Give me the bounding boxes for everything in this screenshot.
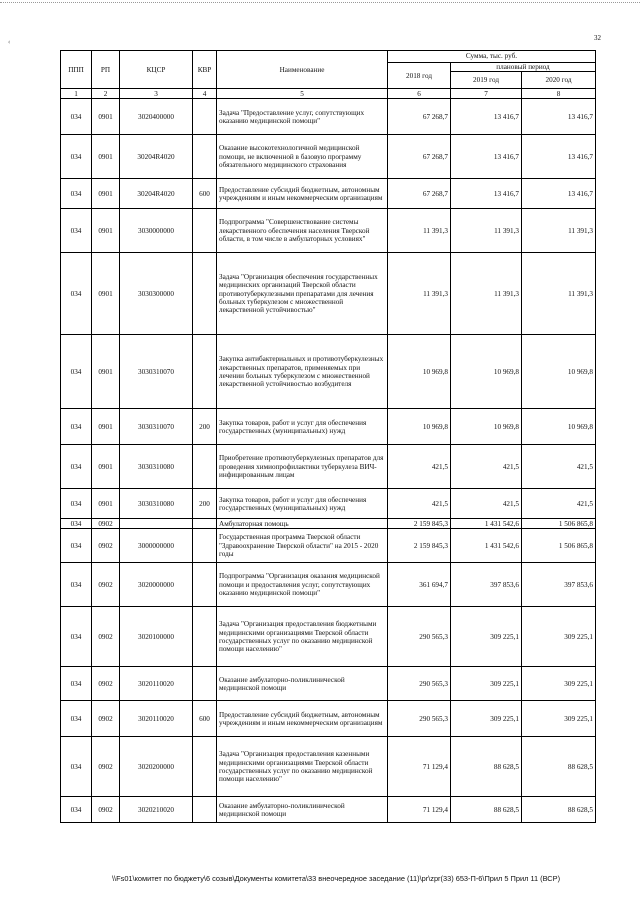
cell-kvr bbox=[193, 529, 217, 563]
cell-amount-2019: 309 225,1 bbox=[451, 701, 522, 737]
cell-amount-2019: 11 391,3 bbox=[451, 253, 522, 335]
cell-ppp: 034 bbox=[61, 253, 92, 335]
cell-amount-2018: 11 391,3 bbox=[388, 253, 451, 335]
cell-ppp: 034 bbox=[61, 667, 92, 701]
cell-amount-2020: 421,5 bbox=[522, 489, 596, 519]
cell-amount-2019: 1 431 542,6 bbox=[451, 529, 522, 563]
cell-rp: 0902 bbox=[92, 667, 120, 701]
cell-name: Задача "Предоставление услуг, сопутствующих оказанию медицинской помощи" bbox=[217, 99, 388, 135]
cell-kcsr: 3020110020 bbox=[120, 667, 193, 701]
cell-name: Закупка антибактериальных и противотуберкулезных лекарственных препаратов, применяемых при лечении больных туберкулезом с множественной лекарственной устойчивостью возбудителя bbox=[217, 335, 388, 409]
cell-ppp: 034 bbox=[61, 797, 92, 823]
cell-amount-2019: 13 416,7 bbox=[451, 179, 522, 209]
cell-ppp: 034 bbox=[61, 135, 92, 179]
cell-amount-2018: 421,5 bbox=[388, 445, 451, 489]
cell-amount-2019: 309 225,1 bbox=[451, 667, 522, 701]
cell-kcsr: 3020110020 bbox=[120, 701, 193, 737]
table-row bbox=[61, 445, 596, 489]
cell-amount-2019: 10 969,8 bbox=[451, 335, 522, 409]
cell-kcsr: 3030310070 bbox=[120, 335, 193, 409]
column-number: 3 bbox=[120, 89, 193, 99]
cell-amount-2018: 10 969,8 bbox=[388, 409, 451, 445]
cell-ppp: 034 bbox=[61, 737, 92, 797]
cell-amount-2018: 67 268,7 bbox=[388, 179, 451, 209]
cell-rp: 0902 bbox=[92, 563, 120, 607]
cell-kcsr: 3030300000 bbox=[120, 253, 193, 335]
cell-kvr bbox=[193, 563, 217, 607]
cell-ppp: 034 bbox=[61, 179, 92, 209]
table-row bbox=[61, 489, 596, 519]
cell-rp: 0902 bbox=[92, 607, 120, 667]
cell-kcsr: 3020200000 bbox=[120, 737, 193, 797]
cell-name: Оказание высокотехнологичной медицинской помощи, не включенной в базовую программу обязательного медицинского страхования bbox=[217, 135, 388, 179]
cell-name: Амбулаторная помощь bbox=[217, 519, 388, 529]
cell-kcsr bbox=[120, 519, 193, 529]
cell-ppp: 034 bbox=[61, 607, 92, 667]
cell-rp: 0902 bbox=[92, 519, 120, 529]
cell-rp: 0901 bbox=[92, 445, 120, 489]
scan-edge-line bbox=[0, 2, 640, 3]
cell-kvr bbox=[193, 797, 217, 823]
cell-amount-2018: 2 159 845,3 bbox=[388, 519, 451, 529]
cell-ppp: 034 bbox=[61, 409, 92, 445]
table-row bbox=[61, 179, 596, 209]
header-year-2018: 2018 год bbox=[388, 63, 451, 89]
header-ppp: ППП bbox=[61, 51, 92, 89]
cell-amount-2020: 309 225,1 bbox=[522, 667, 596, 701]
file-path-footer: \\Fs01\комитет по бюджету\6 созыв\Документы комитета\33 внеочередное заседание (11)\pr\zpr(33) 653-П-6\Прил 5 Прил 11 (ВСР) bbox=[112, 874, 561, 883]
cell-name: Закупка товаров, работ и услуг для обеспечения государственных (муниципальных) нужд bbox=[217, 489, 388, 519]
cell-name: Подпрограмма "Организация оказания медицинской помощи и предоставления услуг, сопутствующих оказанию медицинской помощи" bbox=[217, 563, 388, 607]
cell-amount-2019: 421,5 bbox=[451, 445, 522, 489]
header-rp: РП bbox=[92, 51, 120, 89]
column-number: 5 bbox=[217, 89, 388, 99]
cell-kcsr: 3030310070 bbox=[120, 409, 193, 445]
cell-kvr bbox=[193, 253, 217, 335]
table-row bbox=[61, 519, 596, 529]
cell-kcsr: 3020400000 bbox=[120, 99, 193, 135]
cell-rp: 0902 bbox=[92, 701, 120, 737]
header-year-2020: 2020 год bbox=[522, 72, 596, 89]
cell-amount-2020: 1 506 865,8 bbox=[522, 529, 596, 563]
cell-amount-2020: 309 225,1 bbox=[522, 607, 596, 667]
margin-mark: ‹ bbox=[8, 38, 11, 46]
cell-amount-2019: 397 853,6 bbox=[451, 563, 522, 607]
cell-kvr bbox=[193, 209, 217, 253]
cell-amount-2020: 13 416,7 bbox=[522, 135, 596, 179]
cell-kvr bbox=[193, 445, 217, 489]
cell-name: Оказание амбулаторно-поликлинической медицинской помощи bbox=[217, 797, 388, 823]
cell-kvr bbox=[193, 135, 217, 179]
cell-name: Закупка товаров, работ и услуг для обеспечения государственных (муниципальных) нужд bbox=[217, 409, 388, 445]
table-row bbox=[61, 529, 596, 563]
cell-amount-2019: 88 628,5 bbox=[451, 737, 522, 797]
cell-rp: 0901 bbox=[92, 99, 120, 135]
cell-kcsr: 30204R4020 bbox=[120, 179, 193, 209]
cell-amount-2018: 290 565,3 bbox=[388, 607, 451, 667]
cell-ppp: 034 bbox=[61, 563, 92, 607]
cell-kvr bbox=[193, 607, 217, 667]
cell-rp: 0901 bbox=[92, 489, 120, 519]
cell-kcsr: 3020100000 bbox=[120, 607, 193, 667]
cell-name: Приобретение противотуберкулезных препаратов для проведения химиопрофилактики туберкулеза ВИЧ-инфицированным лицам bbox=[217, 445, 388, 489]
cell-rp: 0902 bbox=[92, 797, 120, 823]
cell-amount-2020: 13 416,7 bbox=[522, 99, 596, 135]
cell-amount-2019: 309 225,1 bbox=[451, 607, 522, 667]
cell-ppp: 034 bbox=[61, 99, 92, 135]
cell-name: Оказание амбулаторно-поликлинической медицинской помощи bbox=[217, 667, 388, 701]
cell-kvr: 600 bbox=[193, 179, 217, 209]
cell-rp: 0901 bbox=[92, 335, 120, 409]
cell-ppp: 034 bbox=[61, 445, 92, 489]
table-row bbox=[61, 563, 596, 607]
table-row bbox=[61, 99, 596, 135]
cell-kcsr: 3000000000 bbox=[120, 529, 193, 563]
cell-amount-2019: 13 416,7 bbox=[451, 135, 522, 179]
column-number: 4 bbox=[193, 89, 217, 99]
cell-amount-2020: 11 391,3 bbox=[522, 253, 596, 335]
cell-ppp: 034 bbox=[61, 489, 92, 519]
cell-kcsr: 30204R4020 bbox=[120, 135, 193, 179]
cell-amount-2020: 421,5 bbox=[522, 445, 596, 489]
cell-amount-2018: 10 969,8 bbox=[388, 335, 451, 409]
column-number: 7 bbox=[451, 89, 522, 99]
column-number: 8 bbox=[522, 89, 596, 99]
cell-rp: 0901 bbox=[92, 209, 120, 253]
cell-amount-2020: 88 628,5 bbox=[522, 737, 596, 797]
cell-kvr bbox=[193, 737, 217, 797]
cell-amount-2018: 290 565,3 bbox=[388, 701, 451, 737]
header-kcsr: КЦСР bbox=[120, 51, 193, 89]
cell-ppp: 034 bbox=[61, 335, 92, 409]
table-row bbox=[61, 409, 596, 445]
cell-amount-2018: 2 159 845,3 bbox=[388, 529, 451, 563]
cell-amount-2019: 13 416,7 bbox=[451, 99, 522, 135]
cell-amount-2020: 88 628,5 bbox=[522, 797, 596, 823]
header-sum: Сумма, тыс. руб. bbox=[388, 51, 596, 63]
cell-amount-2018: 361 694,7 bbox=[388, 563, 451, 607]
cell-kvr: 200 bbox=[193, 409, 217, 445]
column-number-row bbox=[61, 89, 596, 99]
cell-kvr bbox=[193, 519, 217, 529]
cell-amount-2020: 397 853,6 bbox=[522, 563, 596, 607]
cell-name: Подпрограмма "Совершенствование системы лекарственного обеспечения населения Тверской области, в том числе в амбулаторных условиях" bbox=[217, 209, 388, 253]
cell-name: Задача "Организация предоставления бюджетными медицинскими организациями Тверской области государственных услуг по оказанию медицинской помощи населению" bbox=[217, 607, 388, 667]
header-name: Наименование bbox=[217, 51, 388, 89]
budget-table-body bbox=[61, 99, 596, 823]
cell-ppp: 034 bbox=[61, 701, 92, 737]
cell-name: Государственная программа Тверской области "Здравоохранение Тверской области" на 2015 - 2020 годы bbox=[217, 529, 388, 563]
column-number: 6 bbox=[388, 89, 451, 99]
cell-amount-2020: 11 391,3 bbox=[522, 209, 596, 253]
cell-kcsr: 3020210020 bbox=[120, 797, 193, 823]
column-number: 2 bbox=[92, 89, 120, 99]
cell-kcsr: 3030310080 bbox=[120, 445, 193, 489]
table-row bbox=[61, 135, 596, 179]
cell-amount-2018: 71 129,4 bbox=[388, 797, 451, 823]
cell-amount-2020: 1 506 865,8 bbox=[522, 519, 596, 529]
table-row bbox=[61, 335, 596, 409]
cell-kcsr: 3020000000 bbox=[120, 563, 193, 607]
cell-amount-2018: 421,5 bbox=[388, 489, 451, 519]
cell-name: Задача "Организация обеспечения государственных медицинских организаций Тверской области противотуберкулезными препаратами для лечения больных туберкулезом с множественной лекарственной устойчивостью" bbox=[217, 253, 388, 335]
cell-amount-2020: 10 969,8 bbox=[522, 409, 596, 445]
cell-ppp: 034 bbox=[61, 529, 92, 563]
cell-ppp: 034 bbox=[61, 209, 92, 253]
table-row bbox=[61, 737, 596, 797]
header-planned-period: плановый период bbox=[451, 63, 596, 72]
cell-ppp: 034 bbox=[61, 519, 92, 529]
header-kvr: КВР bbox=[193, 51, 217, 89]
cell-kvr: 200 bbox=[193, 489, 217, 519]
table-row bbox=[61, 209, 596, 253]
budget-table bbox=[60, 50, 596, 823]
cell-rp: 0901 bbox=[92, 409, 120, 445]
table-row bbox=[61, 701, 596, 737]
cell-amount-2019: 10 969,8 bbox=[451, 409, 522, 445]
page-number: 32 bbox=[594, 34, 601, 42]
cell-rp: 0901 bbox=[92, 179, 120, 209]
table-row bbox=[61, 797, 596, 823]
cell-amount-2020: 309 225,1 bbox=[522, 701, 596, 737]
cell-rp: 0902 bbox=[92, 737, 120, 797]
cell-amount-2018: 290 565,3 bbox=[388, 667, 451, 701]
table-row bbox=[61, 607, 596, 667]
cell-kvr bbox=[193, 667, 217, 701]
table-row bbox=[61, 667, 596, 701]
cell-name: Предоставление субсидий бюджетным, автономным учреждениям и иным некоммерческим организациям bbox=[217, 179, 388, 209]
cell-kvr bbox=[193, 99, 217, 135]
cell-kcsr: 3030310080 bbox=[120, 489, 193, 519]
cell-kcsr: 3030000000 bbox=[120, 209, 193, 253]
cell-name: Предоставление субсидий бюджетным, автономным учреждениям и иным некоммерческим организациям bbox=[217, 701, 388, 737]
header-year-2019: 2019 год bbox=[451, 72, 522, 89]
cell-amount-2020: 13 416,7 bbox=[522, 179, 596, 209]
cell-name: Задача "Организация предоставления казенными медицинскими организациями Тверской области государственных услуг по оказанию медицинской помощи населению" bbox=[217, 737, 388, 797]
cell-rp: 0902 bbox=[92, 529, 120, 563]
cell-amount-2018: 11 391,3 bbox=[388, 209, 451, 253]
cell-amount-2018: 67 268,7 bbox=[388, 135, 451, 179]
cell-amount-2019: 88 628,5 bbox=[451, 797, 522, 823]
cell-amount-2018: 67 268,7 bbox=[388, 99, 451, 135]
cell-amount-2019: 421,5 bbox=[451, 489, 522, 519]
cell-kvr: 600 bbox=[193, 701, 217, 737]
cell-rp: 0901 bbox=[92, 135, 120, 179]
cell-rp: 0901 bbox=[92, 253, 120, 335]
cell-amount-2020: 10 969,8 bbox=[522, 335, 596, 409]
cell-amount-2019: 1 431 542,6 bbox=[451, 519, 522, 529]
column-number: 1 bbox=[61, 89, 92, 99]
cell-amount-2018: 71 129,4 bbox=[388, 737, 451, 797]
cell-kvr bbox=[193, 335, 217, 409]
table-row bbox=[61, 253, 596, 335]
cell-amount-2019: 11 391,3 bbox=[451, 209, 522, 253]
